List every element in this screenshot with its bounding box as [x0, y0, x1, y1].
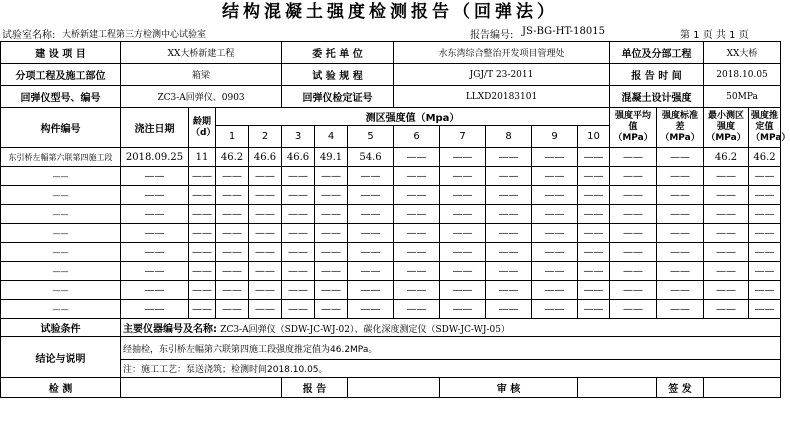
member-cell: —— — [1, 186, 121, 205]
conditions-label: 试验条件 — [1, 319, 121, 337]
std-cell: —— — [657, 224, 704, 243]
lab-name: 大桥新建工程第三方检测中心试验室 — [62, 30, 207, 40]
col-zone-2: 2 — [249, 126, 282, 148]
zone-cell-2: —— — [249, 186, 282, 205]
member-cell: —— — [1, 262, 121, 281]
zone-cell-9: —— — [532, 262, 578, 281]
est-cell: —— — [749, 167, 781, 186]
col-est: 强度推定值（MPa） — [749, 108, 781, 148]
review-sign-field — [578, 378, 657, 398]
zone-cell-8: —— — [486, 262, 532, 281]
page-info: 第 1 页 共 1 页 — [680, 30, 749, 41]
conclusion-label: 结论与说明 — [1, 337, 121, 378]
zone-cell-9: —— — [532, 186, 578, 205]
col-min: 最小测区强度（MPa） — [704, 108, 749, 148]
min-cell: —— — [704, 205, 749, 224]
col-zone-7: 7 — [440, 126, 486, 148]
zone-cell-3: —— — [282, 281, 315, 300]
table-row — [1, 167, 781, 186]
zone-cell-6: —— — [394, 148, 440, 167]
zone-cell-4: —— — [315, 186, 348, 205]
age-cell: 11 — [189, 148, 216, 167]
zone-cell-2: —— — [249, 281, 282, 300]
zone-cell-4: —— — [315, 300, 348, 319]
table-row — [1, 300, 781, 319]
conclusion-note: 注：施工工艺：泵送浇筑；检测时间2018.10.05。 — [121, 360, 781, 378]
zone-cell-4: —— — [315, 243, 348, 262]
member-cell: 东引桥左幅第六联第四施工段 — [1, 148, 121, 167]
min-cell: —— — [704, 281, 749, 300]
table-row — [1, 281, 781, 300]
zone-cell-5: —— — [348, 167, 394, 186]
zone-cell-10: —— — [578, 148, 610, 167]
mean-cell: —— — [610, 281, 657, 300]
zone-cell-7: —— — [440, 281, 486, 300]
zone-cell-10: —— — [578, 167, 610, 186]
instrument-value: ZC3-A回弹仪、0903 — [121, 86, 282, 108]
age-cell: —— — [189, 243, 216, 262]
sign-label: 签 发 — [657, 378, 704, 398]
zone-cell-8: —— — [486, 243, 532, 262]
equip-label: 主要仪器编号及名称: — [123, 324, 217, 335]
est-cell: —— — [749, 224, 781, 243]
col-member: 构件编号 — [1, 108, 121, 148]
report-no-label: 报告编号: — [470, 30, 514, 41]
col-zone-1: 1 — [216, 126, 249, 148]
age-cell: —— — [189, 167, 216, 186]
report-meta — [0, 24, 780, 41]
unit-value: XX大桥 — [704, 42, 781, 64]
zone-cell-8: —— — [486, 186, 532, 205]
mean-cell: —— — [610, 243, 657, 262]
age-cell: —— — [189, 186, 216, 205]
date-cell: —— — [121, 281, 189, 300]
zone-cell-10: —— — [578, 205, 610, 224]
date-cell: —— — [121, 186, 189, 205]
zone-cell-5: 54.6 — [348, 148, 394, 167]
std-cell: —— — [657, 281, 704, 300]
zone-cell-10: —— — [578, 224, 610, 243]
zone-cell-9: —— — [532, 224, 578, 243]
min-cell: —— — [704, 262, 749, 281]
min-cell: 46.2 — [704, 148, 749, 167]
col-zone-10: 10 — [578, 126, 610, 148]
zone-cell-3: —— — [282, 262, 315, 281]
report-title: 结构混凝土强度检测报告（回弹法） — [222, 2, 558, 22]
zone-cell-7: —— — [440, 167, 486, 186]
mean-cell: —— — [610, 205, 657, 224]
age-cell: —— — [189, 224, 216, 243]
zone-cell-10: —— — [578, 300, 610, 319]
zone-cell-2: —— — [249, 167, 282, 186]
sub-label: 分项工程及施工部位 — [1, 64, 121, 86]
report-no: JS-BG-HT-18015 — [522, 26, 605, 37]
zone-cell-5: —— — [348, 281, 394, 300]
member-cell: —— — [1, 205, 121, 224]
zone-cell-5: —— — [348, 205, 394, 224]
data-rows — [1, 148, 781, 319]
zone-cell-4: —— — [315, 262, 348, 281]
zone-cell-9: —— — [532, 243, 578, 262]
table-row — [1, 224, 781, 243]
mean-cell: —— — [610, 300, 657, 319]
zone-cell-6: —— — [394, 262, 440, 281]
zone-cell-7: —— — [440, 300, 486, 319]
zone-cell-9: —— — [532, 281, 578, 300]
member-cell: —— — [1, 300, 121, 319]
test-sign-field — [121, 378, 282, 398]
zone-cell-3: —— — [282, 167, 315, 186]
zone-cell-9: —— — [532, 300, 578, 319]
zone-cell-2: —— — [249, 300, 282, 319]
date-cell: —— — [121, 205, 189, 224]
table-row — [1, 262, 781, 281]
date-cell: 2018.09.25 — [121, 148, 189, 167]
zone-cell-6: —— — [394, 205, 440, 224]
client-label: 委 托 单 位 — [282, 42, 394, 64]
min-cell: —— — [704, 243, 749, 262]
table-row — [1, 205, 781, 224]
zone-cell-10: —— — [578, 243, 610, 262]
spec-value: JGJ/T 23-2011 — [394, 64, 610, 86]
zone-cell-5: —— — [348, 224, 394, 243]
zone-cell-1: 46.2 — [216, 148, 249, 167]
zone-cell-7: —— — [440, 224, 486, 243]
cert-label: 回弹仪检定证号 — [282, 86, 394, 108]
col-zone-4: 4 — [315, 126, 348, 148]
col-age: 龄期（d） — [189, 108, 216, 148]
date-cell: —— — [121, 262, 189, 281]
est-cell: —— — [749, 300, 781, 319]
zone-cell-8: —— — [486, 281, 532, 300]
zone-cell-1: —— — [216, 186, 249, 205]
project-value: XX大桥新建工程 — [121, 42, 282, 64]
zone-cell-8: —— — [486, 224, 532, 243]
zone-cell-8: —— — [486, 300, 532, 319]
zone-cell-7: —— — [440, 262, 486, 281]
zone-cell-8: —— — [486, 205, 532, 224]
col-std: 强度标准差（MPa） — [657, 108, 704, 148]
zone-cell-1: —— — [216, 300, 249, 319]
member-cell: —— — [1, 167, 121, 186]
std-cell: —— — [657, 148, 704, 167]
min-cell: —— — [704, 224, 749, 243]
member-cell: —— — [1, 224, 121, 243]
zone-cell-3: —— — [282, 224, 315, 243]
zone-cell-5: —— — [348, 300, 394, 319]
col-zone-8: 8 — [486, 126, 532, 148]
report-time-label: 报 告 时 间 — [610, 64, 704, 86]
col-zone-3: 3 — [282, 126, 315, 148]
std-cell: —— — [657, 167, 704, 186]
zone-cell-5: —— — [348, 262, 394, 281]
zone-cell-7: —— — [440, 148, 486, 167]
mean-cell: —— — [610, 167, 657, 186]
project-label: 建 设 项 目 — [1, 42, 121, 64]
zone-cell-2: —— — [249, 205, 282, 224]
unit-label: 单位及分部工程 — [610, 42, 704, 64]
zone-cell-7: —— — [440, 243, 486, 262]
review-label: 审 核 — [440, 378, 578, 398]
zone-cell-1: —— — [216, 243, 249, 262]
grade-label: 混凝土设计强度 — [610, 86, 704, 108]
zone-cell-8: —— — [486, 148, 532, 167]
member-cell: —— — [1, 281, 121, 300]
zone-cell-6: —— — [394, 281, 440, 300]
zone-cell-3: —— — [282, 205, 315, 224]
min-cell: —— — [704, 186, 749, 205]
std-cell: —— — [657, 243, 704, 262]
zone-cell-9: —— — [532, 205, 578, 224]
col-date: 浇注日期 — [121, 108, 189, 148]
zone-cell-2: —— — [249, 243, 282, 262]
std-cell: —— — [657, 205, 704, 224]
col-zone-5: 5 — [348, 126, 394, 148]
zone-cell-5: —— — [348, 243, 394, 262]
zone-cell-1: —— — [216, 224, 249, 243]
date-cell: —— — [121, 243, 189, 262]
client-value: 水东湾综合整治开发项目管理处 — [394, 42, 610, 64]
min-cell: —— — [704, 167, 749, 186]
table-row — [1, 148, 781, 167]
age-cell: —— — [189, 205, 216, 224]
col-zone-9: 9 — [532, 126, 578, 148]
mean-cell: —— — [610, 262, 657, 281]
zone-cell-2: —— — [249, 262, 282, 281]
std-cell: —— — [657, 186, 704, 205]
zone-cell-6: —— — [394, 243, 440, 262]
age-cell: —— — [189, 281, 216, 300]
est-cell: —— — [749, 243, 781, 262]
instrument-label: 回弹仪型号、编号 — [1, 86, 121, 108]
table-row — [1, 186, 781, 205]
col-mean: 强度平均值（MPa） — [610, 108, 657, 148]
zone-cell-1: —— — [216, 167, 249, 186]
min-cell: —— — [704, 300, 749, 319]
zone-cell-10: —— — [578, 262, 610, 281]
age-cell: —— — [189, 262, 216, 281]
conditions-cell — [121, 319, 781, 337]
zone-cell-4: —— — [315, 224, 348, 243]
zone-cell-3: —— — [282, 186, 315, 205]
zone-cell-10: —— — [578, 281, 610, 300]
zone-cell-9: —— — [532, 148, 578, 167]
zone-cell-3: —— — [282, 300, 315, 319]
lab-label: 试验室名称: — [2, 30, 56, 41]
zone-cell-2: —— — [249, 224, 282, 243]
zone-cell-9: —— — [532, 167, 578, 186]
report-label: 报 告 — [282, 378, 348, 398]
conclusion-text: 经抽检，东引桥左幅第六联第四施工段强度推定值为46.2MPa。 — [121, 337, 781, 360]
date-cell: —— — [121, 224, 189, 243]
est-cell: —— — [749, 262, 781, 281]
col-zone-6: 6 — [394, 126, 440, 148]
cert-value: LLXD20183101 — [394, 86, 610, 108]
test-label: 检 测 — [1, 378, 121, 398]
zone-cell-3: 46.6 — [282, 148, 315, 167]
est-cell: 46.2 — [749, 148, 781, 167]
zone-cell-6: —— — [394, 300, 440, 319]
zone-cell-8: —— — [486, 167, 532, 186]
table-row — [1, 243, 781, 262]
member-cell: —— — [1, 243, 121, 262]
date-cell: —— — [121, 167, 189, 186]
report-table — [0, 41, 790, 398]
date-cell: —— — [121, 300, 189, 319]
spec-label: 试 验 规 程 — [282, 64, 394, 86]
zone-cell-3: —— — [282, 243, 315, 262]
grade-value: 50MPa — [704, 86, 781, 108]
sign-field — [704, 378, 781, 398]
report-time-value: 2018.10.05 — [704, 64, 781, 86]
mean-cell: —— — [610, 224, 657, 243]
zone-cell-4: —— — [315, 281, 348, 300]
zone-cell-4: —— — [315, 167, 348, 186]
zone-cell-6: —— — [394, 167, 440, 186]
col-zone-group: 测区强度值（Mpa） — [216, 108, 610, 126]
zone-cell-2: 46.6 — [249, 148, 282, 167]
est-cell: —— — [749, 281, 781, 300]
age-cell: —— — [189, 300, 216, 319]
zone-cell-1: —— — [216, 205, 249, 224]
zone-cell-6: —— — [394, 224, 440, 243]
zone-cell-1: —— — [216, 262, 249, 281]
sub-value: 箱梁 — [121, 64, 282, 86]
zone-cell-7: —— — [440, 186, 486, 205]
std-cell: —— — [657, 262, 704, 281]
zone-cell-4: —— — [315, 205, 348, 224]
mean-cell: —— — [610, 186, 657, 205]
zone-cell-6: —— — [394, 186, 440, 205]
zone-cell-10: —— — [578, 186, 610, 205]
std-cell: —— — [657, 300, 704, 319]
zone-cell-1: —— — [216, 281, 249, 300]
est-cell: —— — [749, 205, 781, 224]
mean-cell: —— — [610, 148, 657, 167]
zone-cell-5: —— — [348, 186, 394, 205]
est-cell: —— — [749, 186, 781, 205]
report-sign-field — [348, 378, 440, 398]
zone-cell-7: —— — [440, 205, 486, 224]
equip-value: ZC3-A回弹仪（SDW-JC-WJ-02）、碳化深度测定仪（SDW-JC-WJ-05） — [220, 325, 510, 335]
zone-cell-4: 49.1 — [315, 148, 348, 167]
